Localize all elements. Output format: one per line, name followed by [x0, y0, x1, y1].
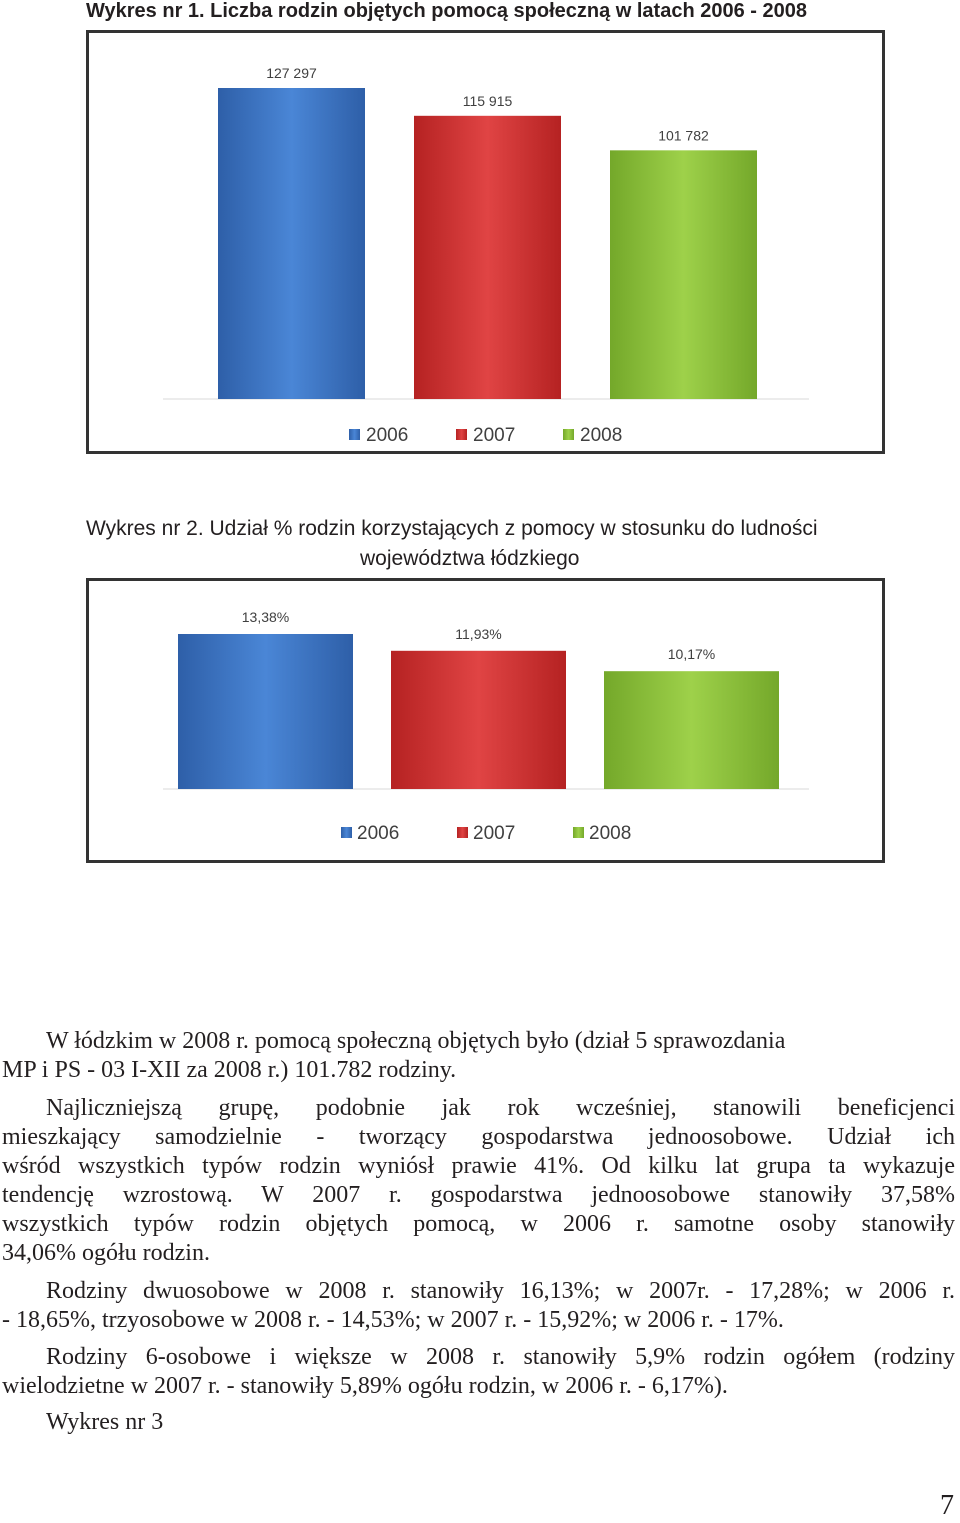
chart1-legend-label-2006: 2006	[366, 425, 409, 446]
paragraph-1-line-1: W łódzkim w 2008 r. pomocą społeczną objętych było (dział 5 sprawozdania	[46, 1028, 786, 1054]
paragraph-2-line-3: wśród wszystkich typów rodzin wyniósł prawie 41%. Od kilku lat grupa ta wykazuje	[2, 1153, 955, 1179]
paragraph-5	[2, 1408, 955, 1437]
chart1-bar-2007	[414, 116, 561, 399]
chart2-legend-label-2008: 2008	[589, 823, 632, 844]
paragraph-2-line-2: mieszkający samodzielnie - tworzący gospodarstwa jednoosobowe. Udział ich	[2, 1124, 955, 1150]
chart1-legend-label-2007: 2007	[473, 425, 516, 446]
paragraph-4-line-1: Rodziny 6-osobowe i większe w 2008 r. stanowiły 5,9% rodzin ogółem (rodziny	[46, 1344, 955, 1370]
chart1-data-label-2006: 127 297	[266, 65, 317, 81]
chart1-data-label-2007: 115 915	[462, 92, 513, 109]
chart2-legend-label-2007: 2007	[473, 823, 516, 844]
chart2-legend-swatch-2007	[457, 827, 468, 838]
chart2-legend-swatch-2006	[341, 827, 352, 838]
chart1-data-label-2008: 101 782	[658, 127, 709, 144]
paragraph-2-line-5: wszystkich typów rodzin objętych pomocą, w 2006 r. samotne osoby stanowiły	[2, 1211, 955, 1237]
chart2-legend-label-2006: 2006	[357, 823, 400, 844]
paragraph-2-line-1: Najliczniejszą grupę, podobnie jak rok wcześniej, stanowili beneficjenci	[46, 1095, 955, 1121]
chart2-frame	[86, 578, 885, 863]
paragraph-2	[2, 1094, 955, 1268]
chart2-bar-2007	[391, 651, 566, 789]
chart1-bar-2006	[218, 88, 365, 399]
chart2-data-label-2008: 10,17%	[667, 646, 716, 663]
paragraph-3	[2, 1277, 955, 1335]
chart2-svg	[89, 581, 882, 860]
paragraph-2-line-4: tendencję wzrostową. W 2007 r. gospodarstwa jednoosobowe stanowiły 37,58%	[2, 1182, 955, 1208]
paragraph-2-line-6: 34,06% ogółu rodzin.	[2, 1240, 210, 1266]
chart2-title	[86, 514, 886, 574]
chart1-legend-swatch-2006	[349, 429, 360, 440]
chart1-svg	[89, 33, 882, 451]
chart1-title: Wykres nr 1. Liczba rodzin objętych pomocą społeczną w latach 2006 - 2008	[86, 0, 807, 22]
chart1-legend-label-2008: 2008	[580, 425, 623, 446]
chart2-title-line2: województwa łódzkiego	[360, 547, 580, 570]
chart2-bar-2006	[178, 634, 353, 789]
chart1-legend-swatch-2008	[563, 429, 574, 440]
paragraph-4	[2, 1343, 955, 1401]
chart1-frame	[86, 30, 885, 454]
paragraph-3-line-2: - 18,65%, trzyosobowe w 2008 r. - 14,53%; w 2007 r. - 15,92%; w 2006 r. - 17%.	[2, 1307, 784, 1333]
chart2-bar-2008	[604, 671, 779, 789]
page-number: 7	[940, 1490, 954, 1521]
paragraph-5-text: Wykres nr 3	[46, 1409, 164, 1435]
chart2-title-line1: Wykres nr 2. Udział % rodzin korzystających z pomocy w stosunku do ludności	[86, 517, 818, 540]
paragraph-1	[2, 1027, 955, 1085]
paragraph-1-line-2: MP i PS - 03 I-XII za 2008 r.) 101.782 rodziny.	[2, 1057, 457, 1083]
chart1-legend-swatch-2007	[456, 429, 467, 440]
paragraph-4-line-2: wielodzietne w 2007 r. - stanowiły 5,89% ogółu rodzin, w 2006 r. - 6,17%).	[2, 1373, 728, 1399]
chart2-legend-swatch-2008	[573, 827, 584, 838]
paragraph-3-line-1: Rodziny dwuosobowe w 2008 r. stanowiły 16,13%; w 2007r. - 17,28%; w 2006 r.	[46, 1278, 955, 1304]
chart2-data-label-2006: 13,38%	[241, 609, 290, 625]
chart2-data-label-2007: 11,93%	[455, 625, 502, 642]
chart1-bar-2008	[610, 150, 757, 399]
